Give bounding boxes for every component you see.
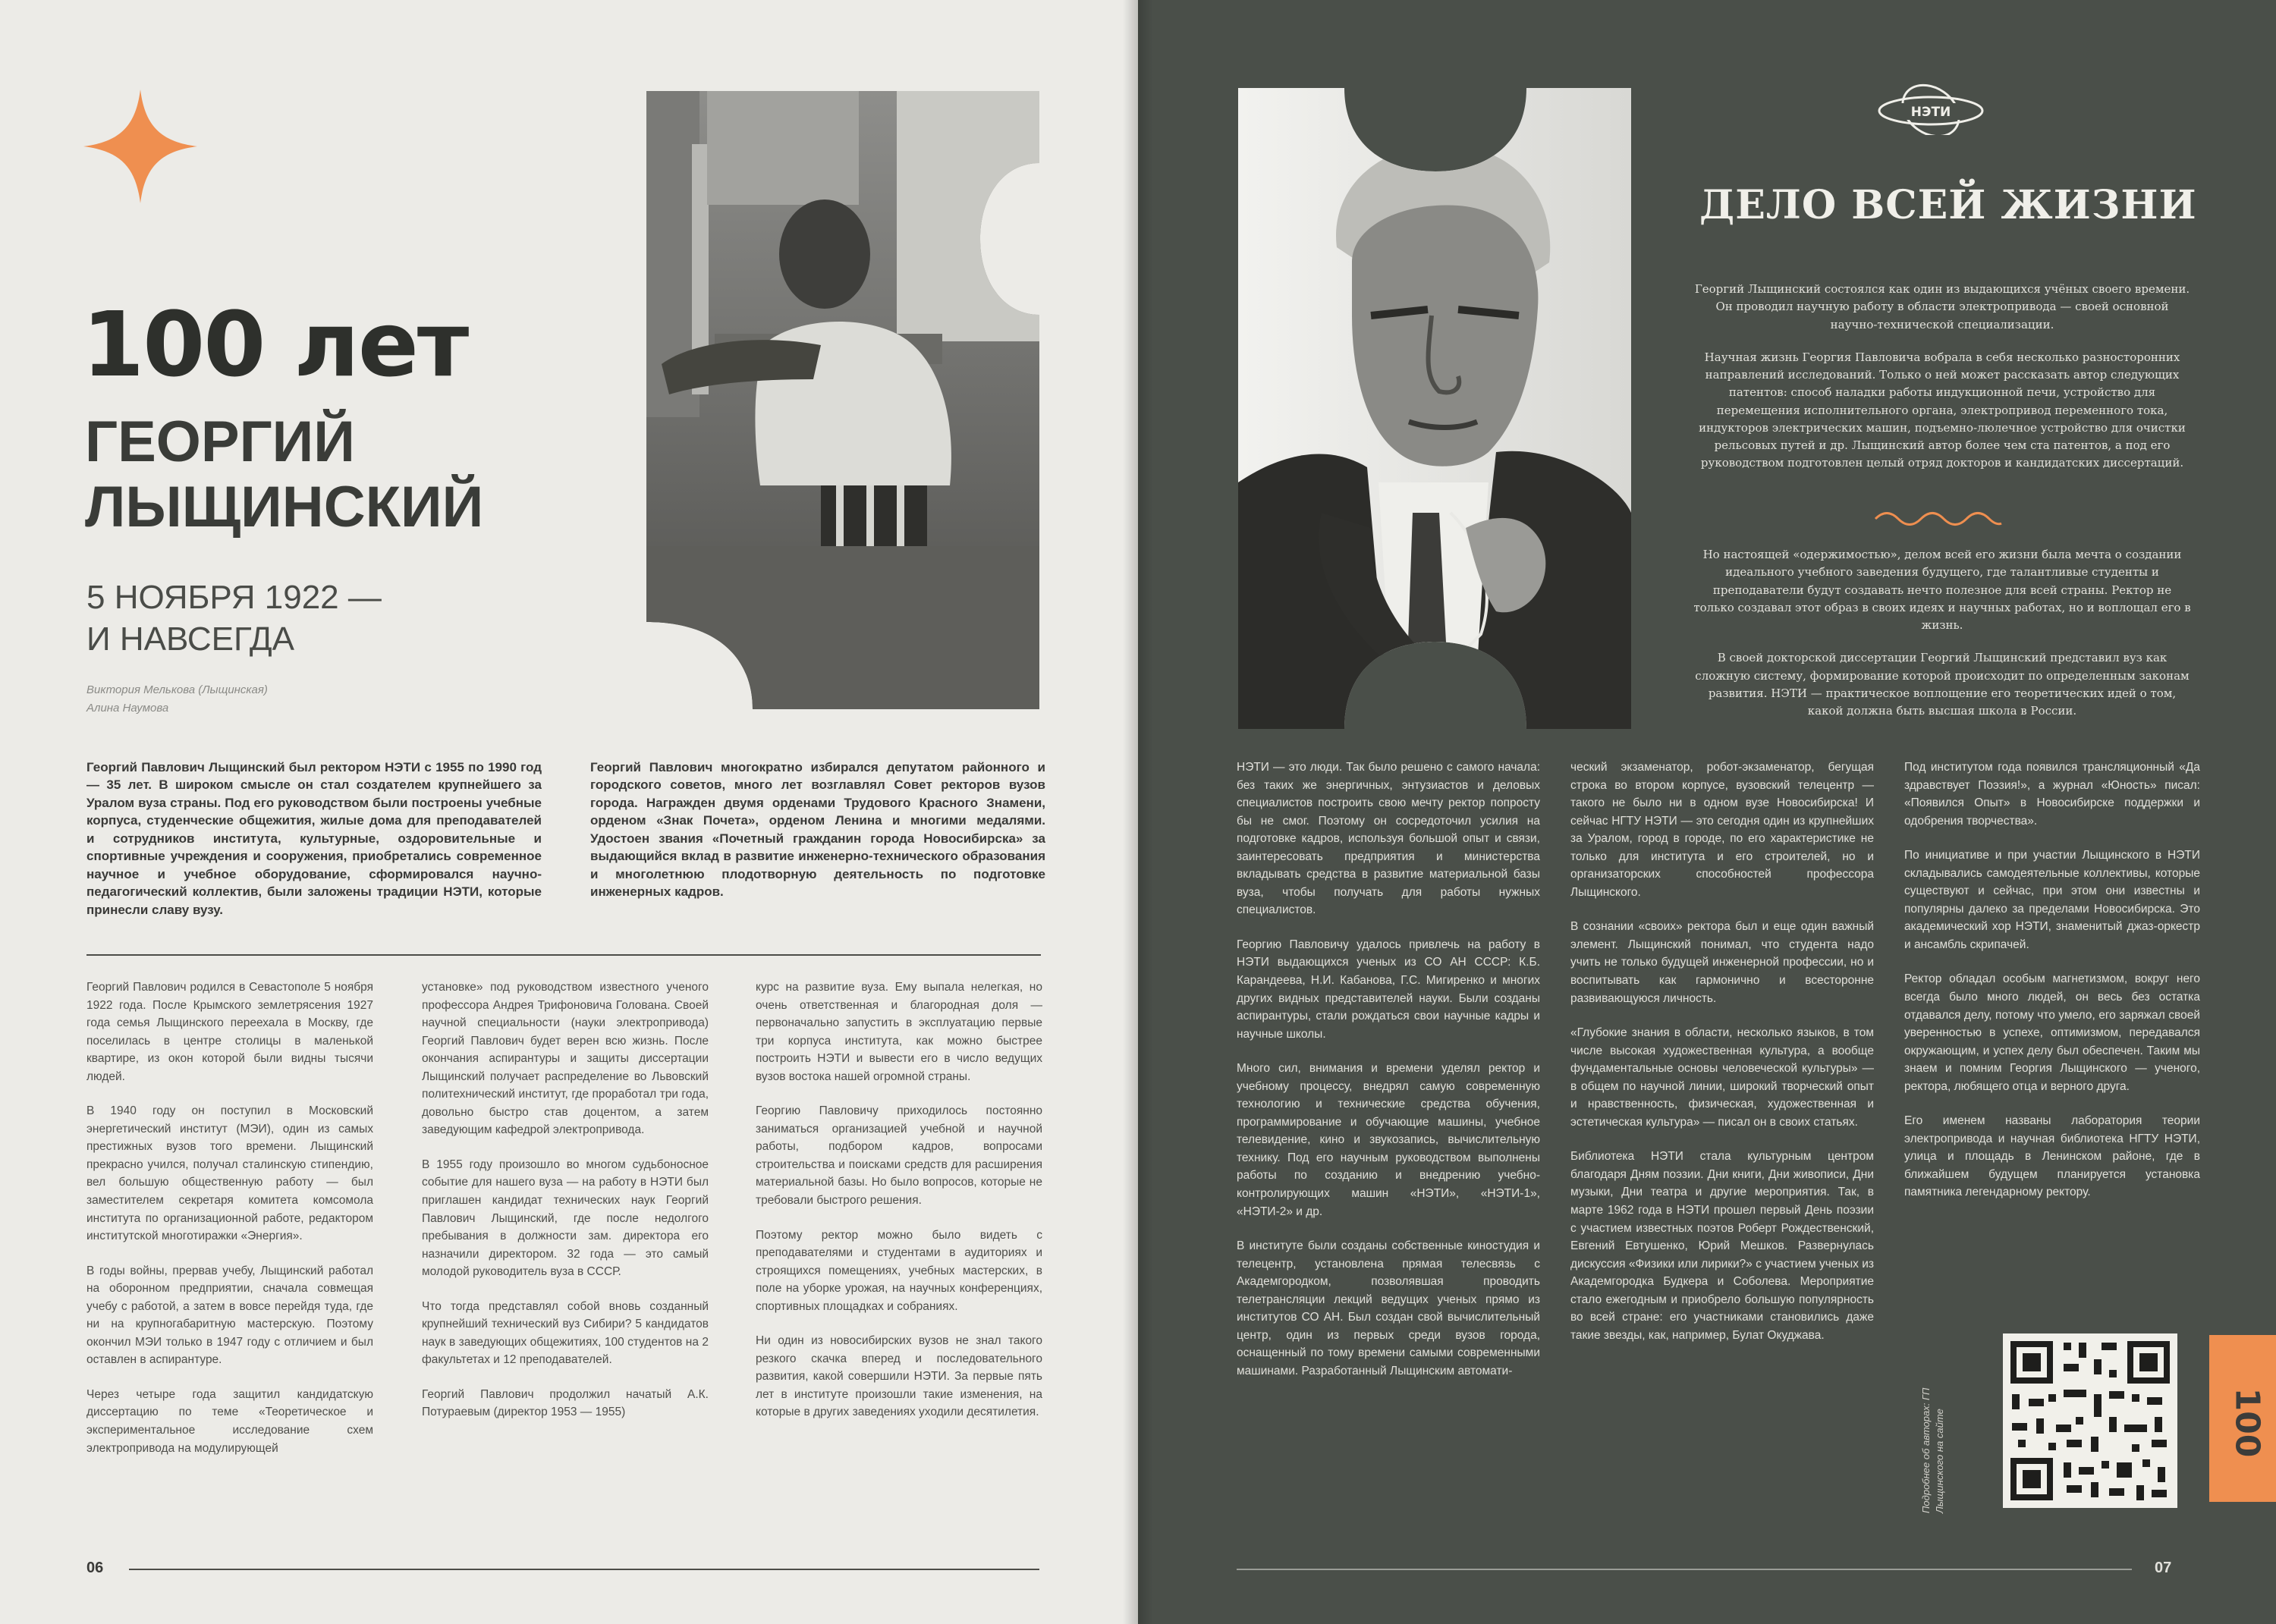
paragraph: Под институтом года появился трансляционный «Да здравствует Поэзия!», а журнал «Юность» писал: «Появился Опыт» в Новосибирске поддержки и одобрения творчества». <box>1904 761 2200 828</box>
date-line-1: 5 НОЯБРЯ 1922 — <box>86 579 382 616</box>
paragraph: В институте были созданы собственные киностудия и телецентр, установлена прямая телесвязь с Академгородком, позволявшая проводить телетрансляции лекций ведущих ученых прямо из институтов СО АН. Был создан свой вычислительный центр, один из первых среди вузов города, оснащенный по тому времени самыми современными машинами. Разработанный Лыщинским автомати- <box>1237 1239 1540 1377</box>
paragraph: Библиотека НЭТИ стала культурным центром благодаря Дням поэзии. Дни книги, Дни живописи, Дни музыки, Дни театра и другие мероприятия. Так, в марте 1962 года в НЭТИ прошел первый День поэзии с участием известных поэтов Роберт Рождественский, Евгений Евтушенко, Юрий Мешков. Развернулась дискуссия «Физики или лирики?» с участием ученых из Академгородка Будкера и Соболева. Мероприятие стало ежегодным и приобрело большую популярность во всей стране: его участниками становились даже такие звезды, как, например, Булат Окуджава. <box>1570 1150 1874 1342</box>
page-number-right: 07 <box>2155 1560 2172 1576</box>
paragraph: В 1955 году произошло во многом судьбоносное событие для нашего вуза — на работу в НЭТИ был приглашен кандидат технических наук Георгий Павлович Лыщинский, где после недолгого пребывания в должности зам. директора его назначили директором. 32 года — это самый молодой руководитель вуза в СССР. <box>422 1158 709 1279</box>
life-dates <box>86 576 382 660</box>
article-column-1 <box>86 978 373 1474</box>
paragraph: Его именем названы лаборатория теории электропривода и научная библиотека НГТУ НЭТИ, улица и площадь в Ленинском районе, где в ближайшем будущем планируется установка памятника легендарному ректору. <box>1904 1114 2200 1199</box>
footer-rule-right <box>1237 1569 2132 1570</box>
qr-code-icon <box>2003 1333 2177 1508</box>
paragraph: В 1940 году он поступил в Московский энергетический институт (МЭИ), один из самых престижных вузов того времени. Лыщинский прекрасно учился, получал сталинскую стипендию, вел большую общественную работу — был заместителем секретаря комитета комсомола института по организационной работе, редактором институтской многотиражки «Энергия». <box>86 1104 373 1243</box>
person-name-line-2: ЛЫЩИНСКИЙ <box>85 474 484 539</box>
section-divider <box>86 954 1041 956</box>
qr-caption: Подробнее об авторах: ГП Лыщинского на сайте <box>1920 1387 1946 1513</box>
article-column-2 <box>422 978 709 1438</box>
date-line-2: И НАВСЕГДА <box>86 620 295 658</box>
paragraph: Ни один из новосибирских вузов не знал такого резкого скачка вперед и последовательного развития, какой совершили НЭТИ. За первые пять лет в институте произошли такие изменения, на которые в других заведениях уходили десятилетия. <box>756 1334 1042 1419</box>
authors-byline <box>86 681 268 718</box>
person-name-line-1: ГЕОРГИЙ <box>85 410 355 474</box>
article-column-3 <box>756 978 1042 1438</box>
mid-paragraph-1: Но настоящей «одержимостью», делом всей его жизни была мечта о создании идеального учебного заведения будущего, где талантливые студенты и преподаватели будут создавать нечто полезное для всей страны. Ректор не только создавал этот образ в своих идеях и научных работах, но и воплощал его в жизнь. <box>1693 548 2191 632</box>
wave-divider <box>1874 510 2003 528</box>
paragraph: «Глубокие знания в области, несколько языков, в том числе высокая художественная культура, а вообще фундаментальные основы человеческой культуры» — в общем по научной линии, широкий творческий опыт и нравственность, физическая, художественная и эстетическая культура» — писал он в своих статьях. <box>1570 1026 1874 1129</box>
author-1: Виктория Мелькова (Лыщинская) <box>86 683 268 696</box>
paragraph: Что тогда представлял собой вновь созданный крупнейший технический вуз Сибири? 5 кандидатов наук в заведующих общежитиях, 100 студентов на 2 факультетах и 12 преподавателей. <box>422 1299 709 1367</box>
logo-text: НЭТИ <box>1910 105 1951 120</box>
paragraph: Георгию Павловичу приходилось постоянно заниматься организацией учебной и научной работы, подбором кадров, вопросами строительства и поисками средств для расширения материальной базы. Но было вопросов, которые не требовали быстрого решения. <box>756 1104 1042 1208</box>
paragraph: Георгию Павловичу удалось привлечь на работу в НЭТИ выдающихся ученых из СО АН СССР: К.Б. Карандеева, Н.И. Кабанова, Г.С. Мигиренко и многих других видных представителей науки. Были созданы аспирантуры, стали рождаться свои научные кадры и научные школы. <box>1237 938 1540 1041</box>
right-article-column-1 <box>1237 759 1540 1397</box>
article-headline: ДЕЛО ВСЕЙ ЖИЗНИ <box>1699 182 2197 228</box>
right-article-column-2 <box>1570 759 1874 1361</box>
star-icon <box>83 90 197 203</box>
person-name <box>85 410 483 540</box>
author-2: Алина Наумова <box>86 702 169 715</box>
elder-portrait-photo <box>1238 88 1631 729</box>
paragraph: курс на развитие вуза. Ему выпала нелегкая, но очень ответственная и благородная доля — первоначально запустить в эксплуатацию первые три корпуса института, как можно быстрее построить НЭТИ и вывести его в число ведущих вузов востока нашей огромной страны. <box>756 981 1042 1083</box>
intro-column-1: Георгий Павлович Лыщинский был ректором НЭТИ с 1955 по 1990 год — 35 лет. В широком смысле он стал создателем крупнейшего за Уралом вуза страны. Под его руководством были построены учебные корпуса, студенческие общежития, жилые дома для преподавателей и сотрудников института, культурные, оздоровительные и спортивные учреждения и сооружения, приобретались современное научное и учебное оборудование, сформировался научно-педагогический коллектив, были заложены традиции НЭТИ, которые принесли славу вузу. <box>86 760 542 917</box>
lead-paragraph-2: Научная жизнь Георгия Павловича вобрала в себя несколько разносторонних направлений исследований. Только о ней может рассказать автор следующих патентов: способ наладки работы индукционной печи, устройство для перемещения исполнительного органа, электропривод переменного тока, индукторов электрических машин, подъемно-люлечное устройство для очистки рельсовых путей и др. Лыщинский автор более чем ста патентов, а под его руководством подготовлен целый отряд докторов и кандидатских диссертаций. <box>1699 350 2186 470</box>
right-article-column-3 <box>1904 759 2200 1218</box>
paragraph: Поэтому ректор можно было видеть с преподавателями и студентами в аудиториях и строящихся помещениях, учебных мастерских, в поле на уборке урожая, на научных конференциях, спортивных площадках и собраниях. <box>756 1228 1042 1313</box>
qr-code[interactable] <box>2003 1333 2177 1508</box>
page-number-left: 06 <box>86 1560 104 1576</box>
intro-column-2: Георгий Павлович многократно избирался депутатом районного и городского советов, много лет возглавлял Совет ректоров вузов города. Награжден двумя орденами Трудового Красного Знамени, орденом «Знак Почета», орденом Ленина и многими медалями. Удостоен звания «Почетный гражданин города Новосибирска» за выдающийся вклад в развитие инженерно-технического образования и многолетнюю плодотворную деятельность по подготовке инженерных кадров. <box>590 760 1045 900</box>
paragraph: Ректор обладал особым магнетизмом, вокруг него всегда было много людей, он весь без остатка отдавался делу, потому что умело, его заряжал своей уверенностью в успехе, оптимизмом, передавался окружающим, и успех делу был обеспечен. Таким мы знаем и помним Георгия Лыщинского — ученого, ректора, любящего отца и верного друга. <box>1904 972 2200 1093</box>
mid-paragraph-2: В своей докторской диссертации Георгий Лыщинский представил вуз как сложную систему, формирование которой происходит по определенным законам развития. НЭТИ — практическое воплощение его теоретических идей о том, какой должна быть высшая школа в России. <box>1695 651 2190 718</box>
young-portrait-photo <box>646 91 1039 709</box>
lead-paragraph-1: Георгий Лыщинский состоялся как один из выдающихся учёных своего времени. Он проводил научную работу в области электропривода — своей основной научно-технической специализации. <box>1694 282 2190 331</box>
paragraph: В годы войны, прервав учебу, Лыщинский работал на оборонном предприятии, сначала совмещая учебу с работой, а затем в вовсе перейдя туда, где ни на крупногабаритную мастерскую. Поэтому окончил МЭИ только в 1947 году с отличием и был оставлен в аспирантуре. <box>86 1264 373 1367</box>
mid-text <box>1692 546 2193 735</box>
paragraph: В сознании «своих» ректора был и еще один важный элемент. Лыщинский понимал, что студента надо учить не только будущей инженерной профессии, но и воспитывать как гармонично и всесторонне развивающуюся личность. <box>1570 920 1874 1005</box>
lead-text <box>1692 281 2193 488</box>
spine-shadow <box>1123 0 1153 1624</box>
neti-logo <box>1874 82 1988 135</box>
paragraph: ческий экзаменатор, робот-экзаменатор, бегущая строка во втором корпусе, вузовский телецентр — такого не было ни в одном вузе Новосибирска! И сейчас НГТУ НЭТИ — это сегодня один из крупнейших за Уралом, город в городе, по его характеристике не только для института и его строителей, но и организаторских способностей профессора Лыщинского. <box>1570 761 1874 899</box>
paragraph: установке» под руководством известного ученого профессора Андрея Трифоновича Голована. Своей научной специальности (науки электропривода) Георгий Павлович будет верен всю жизнь. После окончания аспирантуры и защиты диссертации Лыщинский получает распределение во Львовский политехнический институт, где проработал три года, довольно быстро став доцентом, а затем заведующим кафедрой электропривода. <box>422 981 709 1137</box>
paragraph: Георгий Павлович продолжил начатый А.К. Потураевым (директор 1953 — 1955) <box>422 1387 709 1419</box>
paragraph: Через четыре года защитил кандидатскую диссертацию по теме «Теоретическое и экспериментальное исследование схем электропривода на модулирующей <box>86 1387 373 1455</box>
paragraph: Много сил, внимания и времени уделял ректор и учебному процессу, внедрял самую современную технологию и технические средства обучения, программирование и обучающие машины, учебное телевидение, кино и звукозапись, вычислительную технику. Под его научным руководством выполнены работы по созданию и внедрению учебно-контролирующих машин «НЭТИ», «НЭТИ-1», «НЭТИ-2» и др. <box>1237 1062 1540 1218</box>
paragraph: Георгий Павлович родился в Севастополе 5 ноября 1922 года. После Крымского землетрясения 1927 года семья Лыщинского переехала в Москву, где поселилась в центре столицы в маленькой квартире, из окон которой были видны тысячи людей. <box>86 981 373 1083</box>
paragraph: По инициативе и при участии Лыщинского в НЭТИ складывались самодеятельные коллективы, которые существуют и сейчас, при этом они известны и популярны далеко за пределами Новосибирска. Это академический хор НЭТИ, знаменитый джаз-оркестр и ансамбль скрипачей. <box>1904 849 2200 951</box>
paragraph: НЭТИ — это люди. Так было решено с самого начала: без таких же энергичных, энтузиастов и деловых специалистов построить свою мечту ректор попросту бы не смог. Поэтому он сосредоточил усилия на подготовке кадров, используя большой опыт и связи, заинтересовать предприятия и министерства вкладывать средства в развитие материальной базы вуза, чтобы получать для работы нужных специалистов. <box>1237 761 1540 917</box>
anniversary-tab <box>2209 1335 2276 1502</box>
anniversary-title: 100 лет <box>82 292 468 397</box>
anniversary-tab-label: 100 <box>2227 1387 2267 1458</box>
footer-rule-left <box>129 1569 1039 1570</box>
